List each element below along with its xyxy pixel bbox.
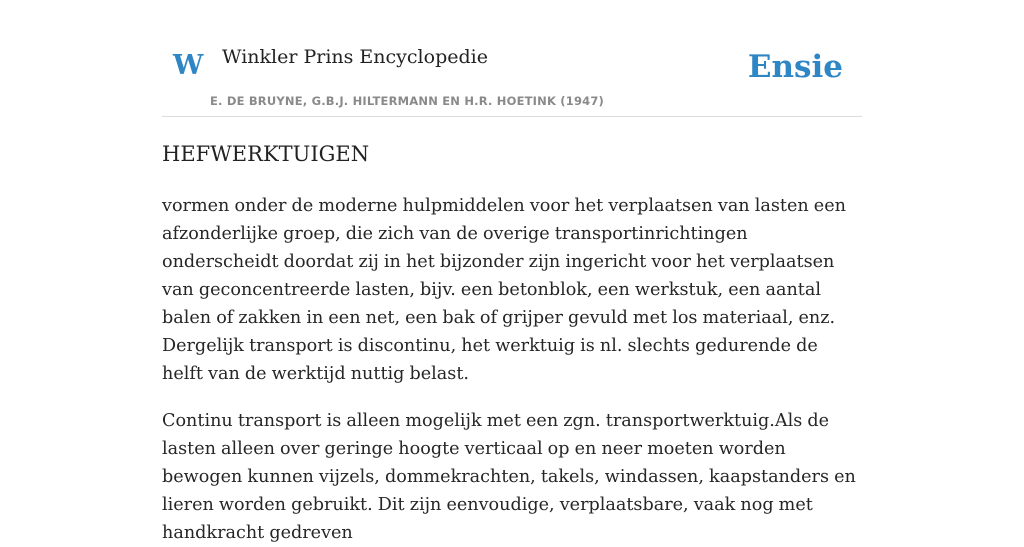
ensie-logo[interactable]: Ensie [747,49,843,85]
publication-authors: E. DE BRUYNE, G.B.J. HILTERMANN EN H.R. HOETINK (1947) [210,94,605,108]
article [162,138,862,547]
site-header [162,0,862,117]
publication-title[interactable]: Winkler Prins Encyclopedie [222,46,488,68]
winkler-prins-logo[interactable]: W [173,50,204,81]
article-paragraph: vormen onder de moderne hulpmiddelen voor het verplaatsen van lasten een afzonderlijke groep, die zich van de overige transportinrichtingen onderscheidt doordat zij in het bijzonder zijn ingericht voor het verplaatsen van geconcentreerde lasten, bijv. een betonblok, een werkstuk, een aantal balen of zakken in een net, een bak of grijper gevuld met los materiaal, enz. Dergelijk transport is discontinu, het werktuig is nl. slechts gedurende de helft van de werktijd nuttig belast. [162,196,846,384]
article-paragraph: Continu transport is alleen mogelijk met een zgn. transportwerktuig.Als de lasten alleen over geringe hoogte verticaal op en neer moeten worden bewogen kunnen vijzels, dommekrachten, takels, windassen, kaapstanders en lieren worden gebruikt. Dit zijn eenvoudige, verplaatsbare, vaak nog met handkracht gedreven [162,411,856,543]
article-headword: HEFWERKTUIGEN [162,142,370,166]
